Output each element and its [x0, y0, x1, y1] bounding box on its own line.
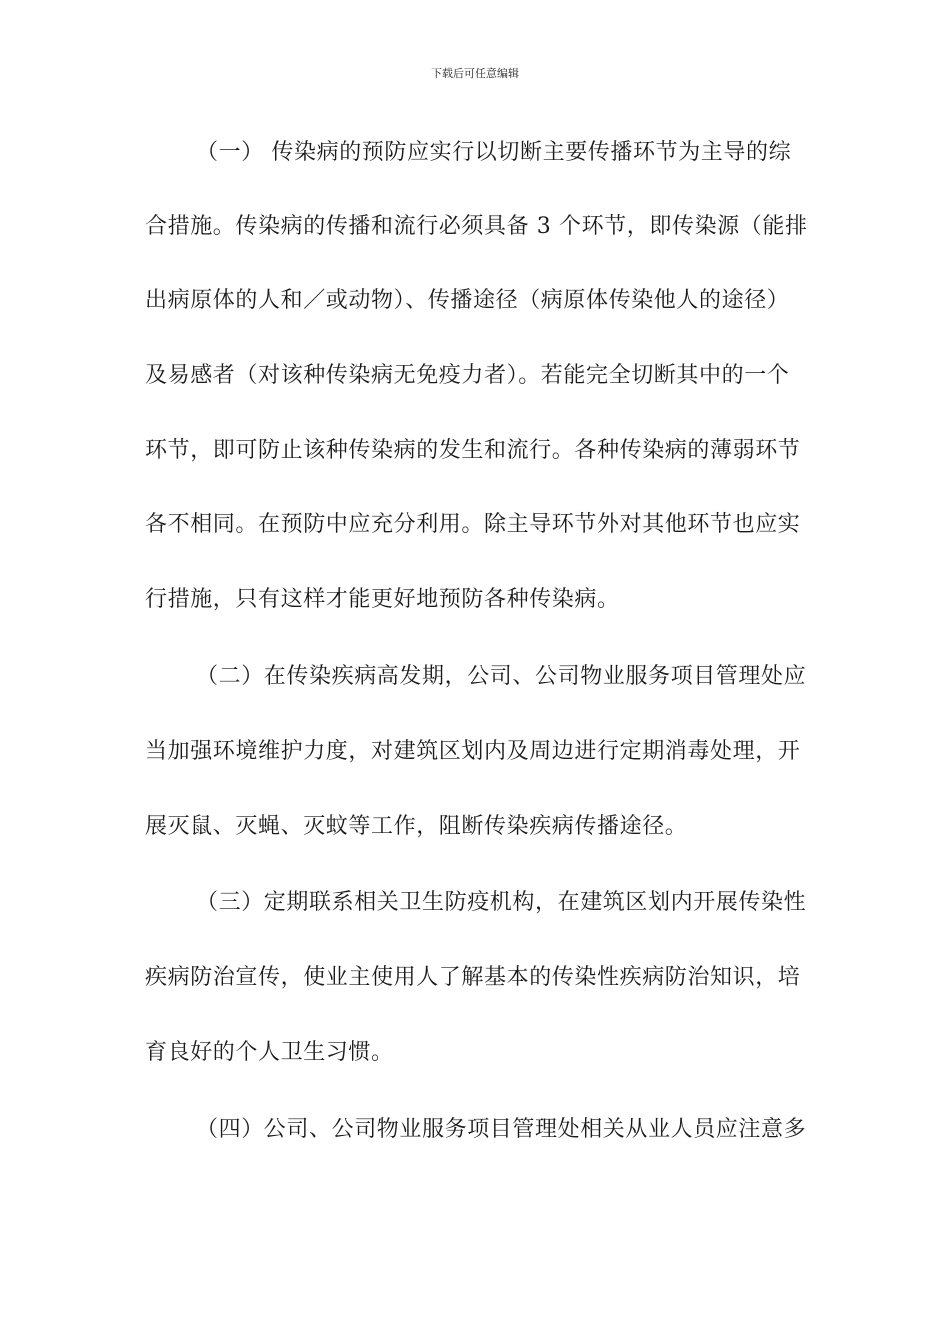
- text-line: 展灭鼠、灭蝇、灭蚊等工作，阻断传染疾病传播途径。: [145, 814, 688, 839]
- text-line: 行措施，只有这样才能更好地预防各种传染病。: [145, 587, 620, 612]
- text-line: 当加强环境维护力度，对建筑区划内及周边进行定期消毒处理，开: [145, 739, 801, 764]
- text-line: 各不相同。在预防中应充分利用。除主导环节外对其他环节也应实: [145, 512, 801, 537]
- text-line: 出病原体的人和／或动物）、传播途径（病原体传染他人的途径）: [145, 288, 790, 313]
- text-line: 合措施。传染病的传播和流行必须具备 3 个环节，即传染源（能排: [145, 214, 808, 239]
- text-line: 环节，即可防止该种传染病的发生和流行。各种传染病的薄弱环节: [145, 438, 801, 463]
- text-line: 及易感者（对该种传染病无免疫力者）。若能完全切断其中的一个: [145, 363, 790, 388]
- text-line: （二）在传染疾病高发期，公司、公司物业服务项目管理处应: [196, 664, 807, 689]
- text-line: （四）公司、公司物业服务项目管理处相关从业人员应注意多: [196, 1117, 807, 1142]
- page-header: 下载后可任意编辑: [431, 67, 519, 80]
- text-line: （一） 传染病的预防应实行以切断主要传播环节为主导的综: [196, 140, 792, 165]
- text-line: 育良好的个人卫生习惯。: [145, 1040, 394, 1065]
- text-line: （三）定期联系相关卫生防疫机构，在建筑区划内开展传染性: [196, 890, 807, 915]
- text-line: 疾病防治宣传，使业主使用人了解基本的传染性疾病防治知识，培: [145, 965, 801, 990]
